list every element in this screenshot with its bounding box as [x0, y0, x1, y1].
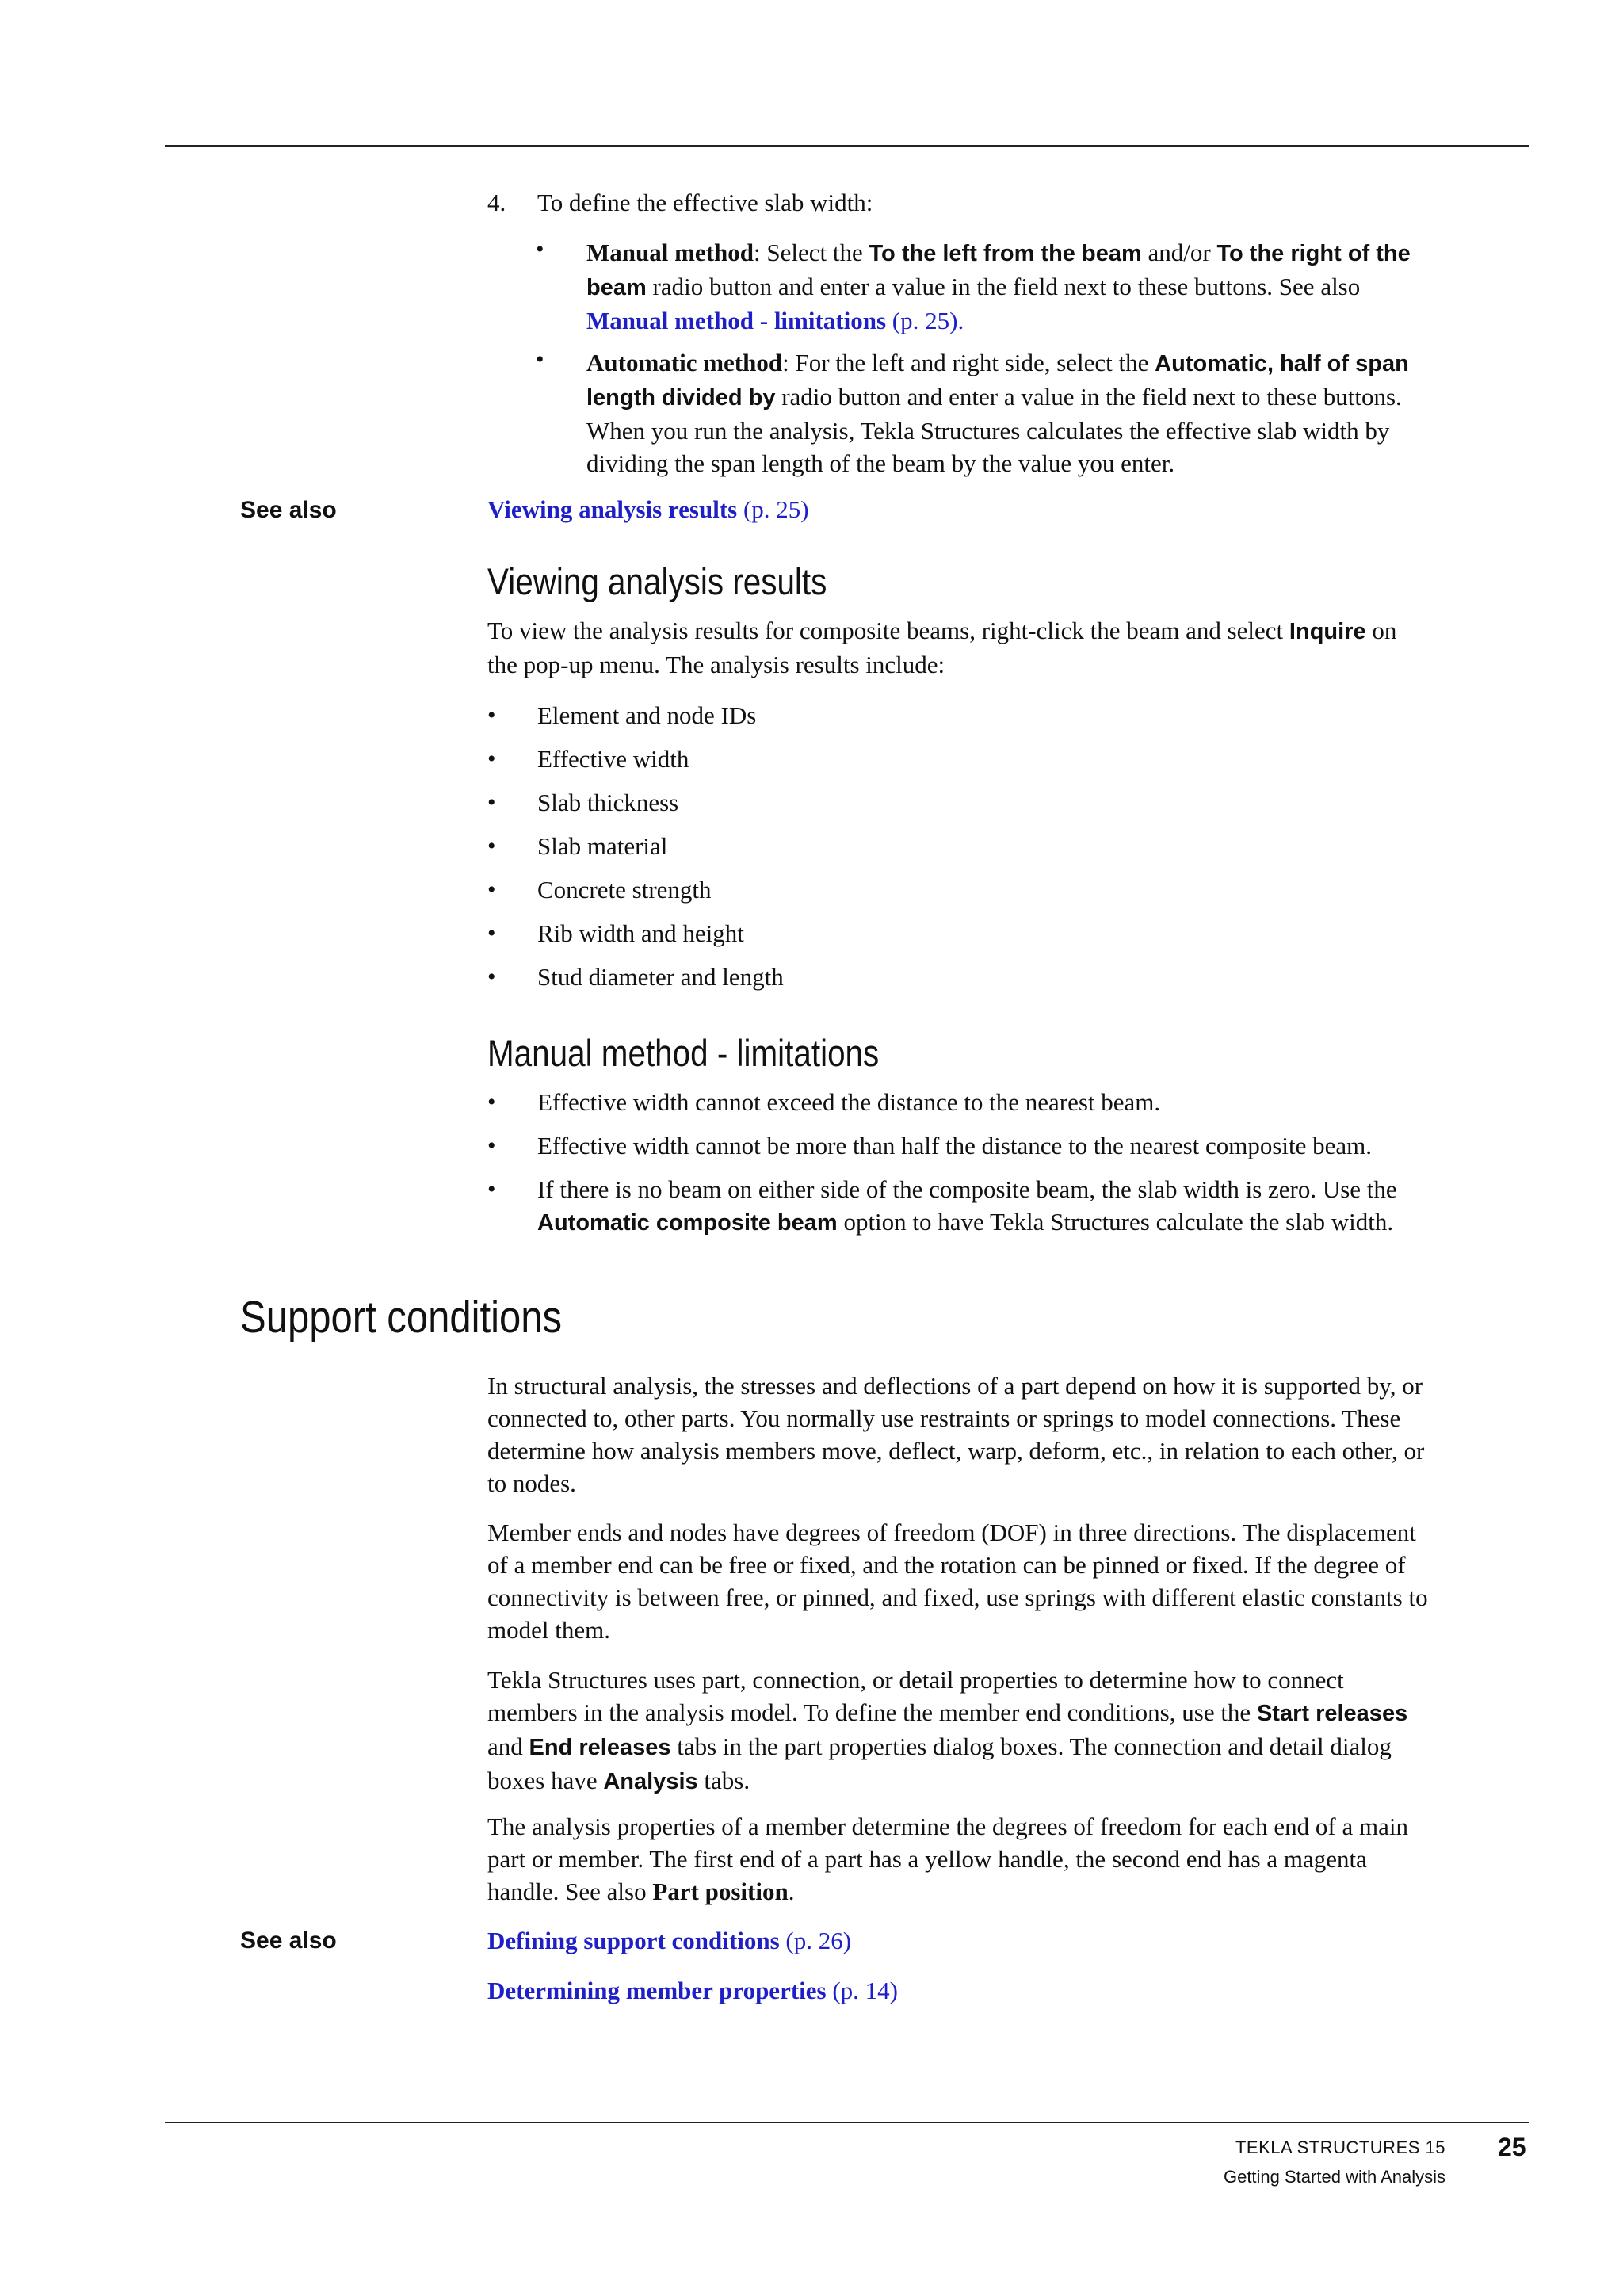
text: and/or — [1141, 239, 1217, 266]
bullet-icon: • — [536, 236, 544, 262]
text: on — [1365, 617, 1397, 644]
see-also-links — [487, 1974, 1529, 2007]
text: Member ends and nodes have degrees of freedom (DOF) in three directions. The displacement — [487, 1519, 1416, 1546]
list-item: Slab thickness — [537, 789, 679, 816]
see-also-links — [487, 1924, 1529, 1957]
page-ref[interactable]: (p. 25) — [737, 495, 809, 523]
manual-method-label: Manual method — [586, 239, 754, 266]
bullet-icon: • — [487, 1089, 496, 1115]
bullet-icon: • — [487, 789, 496, 816]
automatic-method-item — [586, 346, 1529, 479]
bullet-icon: • — [487, 877, 496, 903]
list-item: Concrete strength — [537, 876, 712, 904]
bullet-icon: • — [487, 746, 496, 772]
period: . — [957, 307, 964, 334]
bullet-icon: • — [487, 1133, 496, 1159]
bullet-icon: • — [487, 1176, 496, 1202]
see-also-label: See also — [240, 1927, 337, 1954]
text: The analysis properties of a member determine the degrees of freedom for each end of a main — [487, 1813, 1409, 1840]
text: option to have Tekla Structures calculate the slab width. — [837, 1208, 1394, 1236]
list-item — [537, 1173, 1529, 1240]
end-releases-term: End releases — [529, 1735, 671, 1760]
option-automatic: Automatic, half of span — [1155, 351, 1409, 376]
page-ref[interactable]: (p. 25) — [886, 307, 958, 334]
link-viewing-analysis-results[interactable]: Viewing analysis results — [487, 495, 738, 523]
step-intro: To define the effective slab width: — [537, 189, 873, 216]
text: In structural analysis, the stresses and deflections of a part depend on how it is supported by, or — [487, 1372, 1423, 1400]
analysis-term: Analysis — [603, 1769, 698, 1794]
text: If there is no beam on either side of the composite beam, the slab width is zero. Use the — [537, 1175, 1397, 1203]
step-4 — [487, 186, 1529, 219]
text: tabs in the part properties dialog boxes. The connection and detail dialog — [670, 1733, 1392, 1760]
text: of a member end can be free or fixed, and the rotation can be pinned or fixed. If the degree of — [487, 1551, 1406, 1579]
see-also-links — [487, 493, 1529, 525]
list-item: Stud diameter and length — [537, 963, 784, 991]
text: connectivity is between free, or pinned, and fixed, use springs with different elastic constants to — [487, 1584, 1428, 1611]
text: To view the analysis results for composite beams, right-click the beam and select — [487, 617, 1289, 644]
footer-rule — [165, 2122, 1529, 2123]
list-item: Effective width cannot be more than half the distance to the nearest composite beam. — [537, 1132, 1373, 1159]
text: . — [788, 1878, 795, 1905]
option-right-cont: beam — [586, 275, 647, 300]
header-rule — [165, 145, 1529, 147]
list-item: Slab material — [537, 832, 668, 860]
bullet-icon: • — [487, 964, 496, 990]
text: : For the left and right side, select the — [782, 349, 1155, 376]
automatic-method-label: Automatic method — [586, 349, 783, 376]
option-automatic-cont: length divided by — [586, 385, 776, 411]
option-right: To the right of the — [1216, 241, 1411, 266]
text: to nodes. — [487, 1469, 576, 1497]
support-paragraph-3 — [487, 1664, 1529, 1798]
text: boxes have — [487, 1767, 604, 1794]
link-defining-support-conditions[interactable]: Defining support conditions — [487, 1927, 780, 1954]
text: model them. — [487, 1616, 610, 1644]
see-also-label: See also — [240, 497, 337, 523]
automatic-composite-beam-term: Automatic composite beam — [537, 1210, 838, 1236]
support-paragraph-2 — [487, 1516, 1529, 1646]
text: handle. See also — [487, 1878, 653, 1905]
option-left: To the left from the beam — [869, 241, 1142, 266]
support-paragraph-1 — [487, 1370, 1529, 1499]
page-ref[interactable]: (p. 14) — [826, 1977, 898, 2004]
list-item: Rib width and height — [537, 919, 744, 947]
footer-title: TEKLA STRUCTURES 15 — [1235, 2137, 1445, 2157]
text: When you run the analysis, Tekla Structures calculates the effective slab width by — [586, 417, 1390, 445]
text: part or member. The first end of a part has a yellow handle, the second end has a magenta — [487, 1845, 1367, 1873]
text: determine how analysis members move, deflect, warp, deform, etc., in relation to each other, or — [487, 1437, 1425, 1465]
part-position-term: Part position — [652, 1878, 789, 1905]
footer-subtitle: Getting Started with Analysis — [1223, 2167, 1445, 2187]
step-number: 4. — [487, 189, 506, 216]
bullet-icon: • — [487, 702, 496, 728]
text: radio button and enter a value in the field next to these buttons. See also — [646, 273, 1361, 300]
manual-method-item — [586, 236, 1529, 337]
link-manual-method-limitations[interactable]: Manual method - limitations — [586, 307, 887, 334]
text: tabs. — [697, 1767, 750, 1794]
link-determining-member-properties[interactable]: Determining member properties — [487, 1977, 827, 2004]
text: connected to, other parts. You normally use restraints or springs to model connections. These — [487, 1404, 1401, 1432]
bullet-icon: • — [487, 920, 496, 946]
section-heading-manual-limitations: Manual method - limitations — [487, 1032, 880, 1074]
viewing-intro — [487, 614, 1529, 681]
text: dividing the span length of the beam by the value you enter. — [586, 449, 1175, 477]
text: members in the analysis model. To define the member end conditions, use the — [487, 1698, 1257, 1726]
section-heading-support-conditions: Support conditions — [240, 1292, 563, 1343]
bullet-icon: • — [536, 346, 544, 372]
text: the pop-up menu. The analysis results include: — [487, 651, 945, 678]
inquire-term: Inquire — [1289, 619, 1366, 644]
text: and — [487, 1733, 529, 1760]
section-heading-viewing: Viewing analysis results — [487, 560, 827, 602]
list-item: Effective width cannot exceed the distance to the nearest beam. — [537, 1088, 1161, 1116]
text: : Select the — [754, 239, 869, 266]
start-releases-term: Start releases — [1256, 1701, 1408, 1726]
list-item: Element and node IDs — [537, 701, 757, 729]
page-number: 25 — [1498, 2133, 1526, 2161]
page-ref[interactable]: (p. 26) — [779, 1927, 852, 1954]
support-paragraph-4 — [487, 1810, 1529, 1908]
bullet-icon: • — [487, 833, 496, 859]
list-item: Effective width — [537, 745, 689, 773]
text: Tekla Structures uses part, connection, or detail properties to determine how to connect — [487, 1666, 1344, 1694]
text: radio button and enter a value in the field next to these buttons. — [775, 383, 1402, 411]
